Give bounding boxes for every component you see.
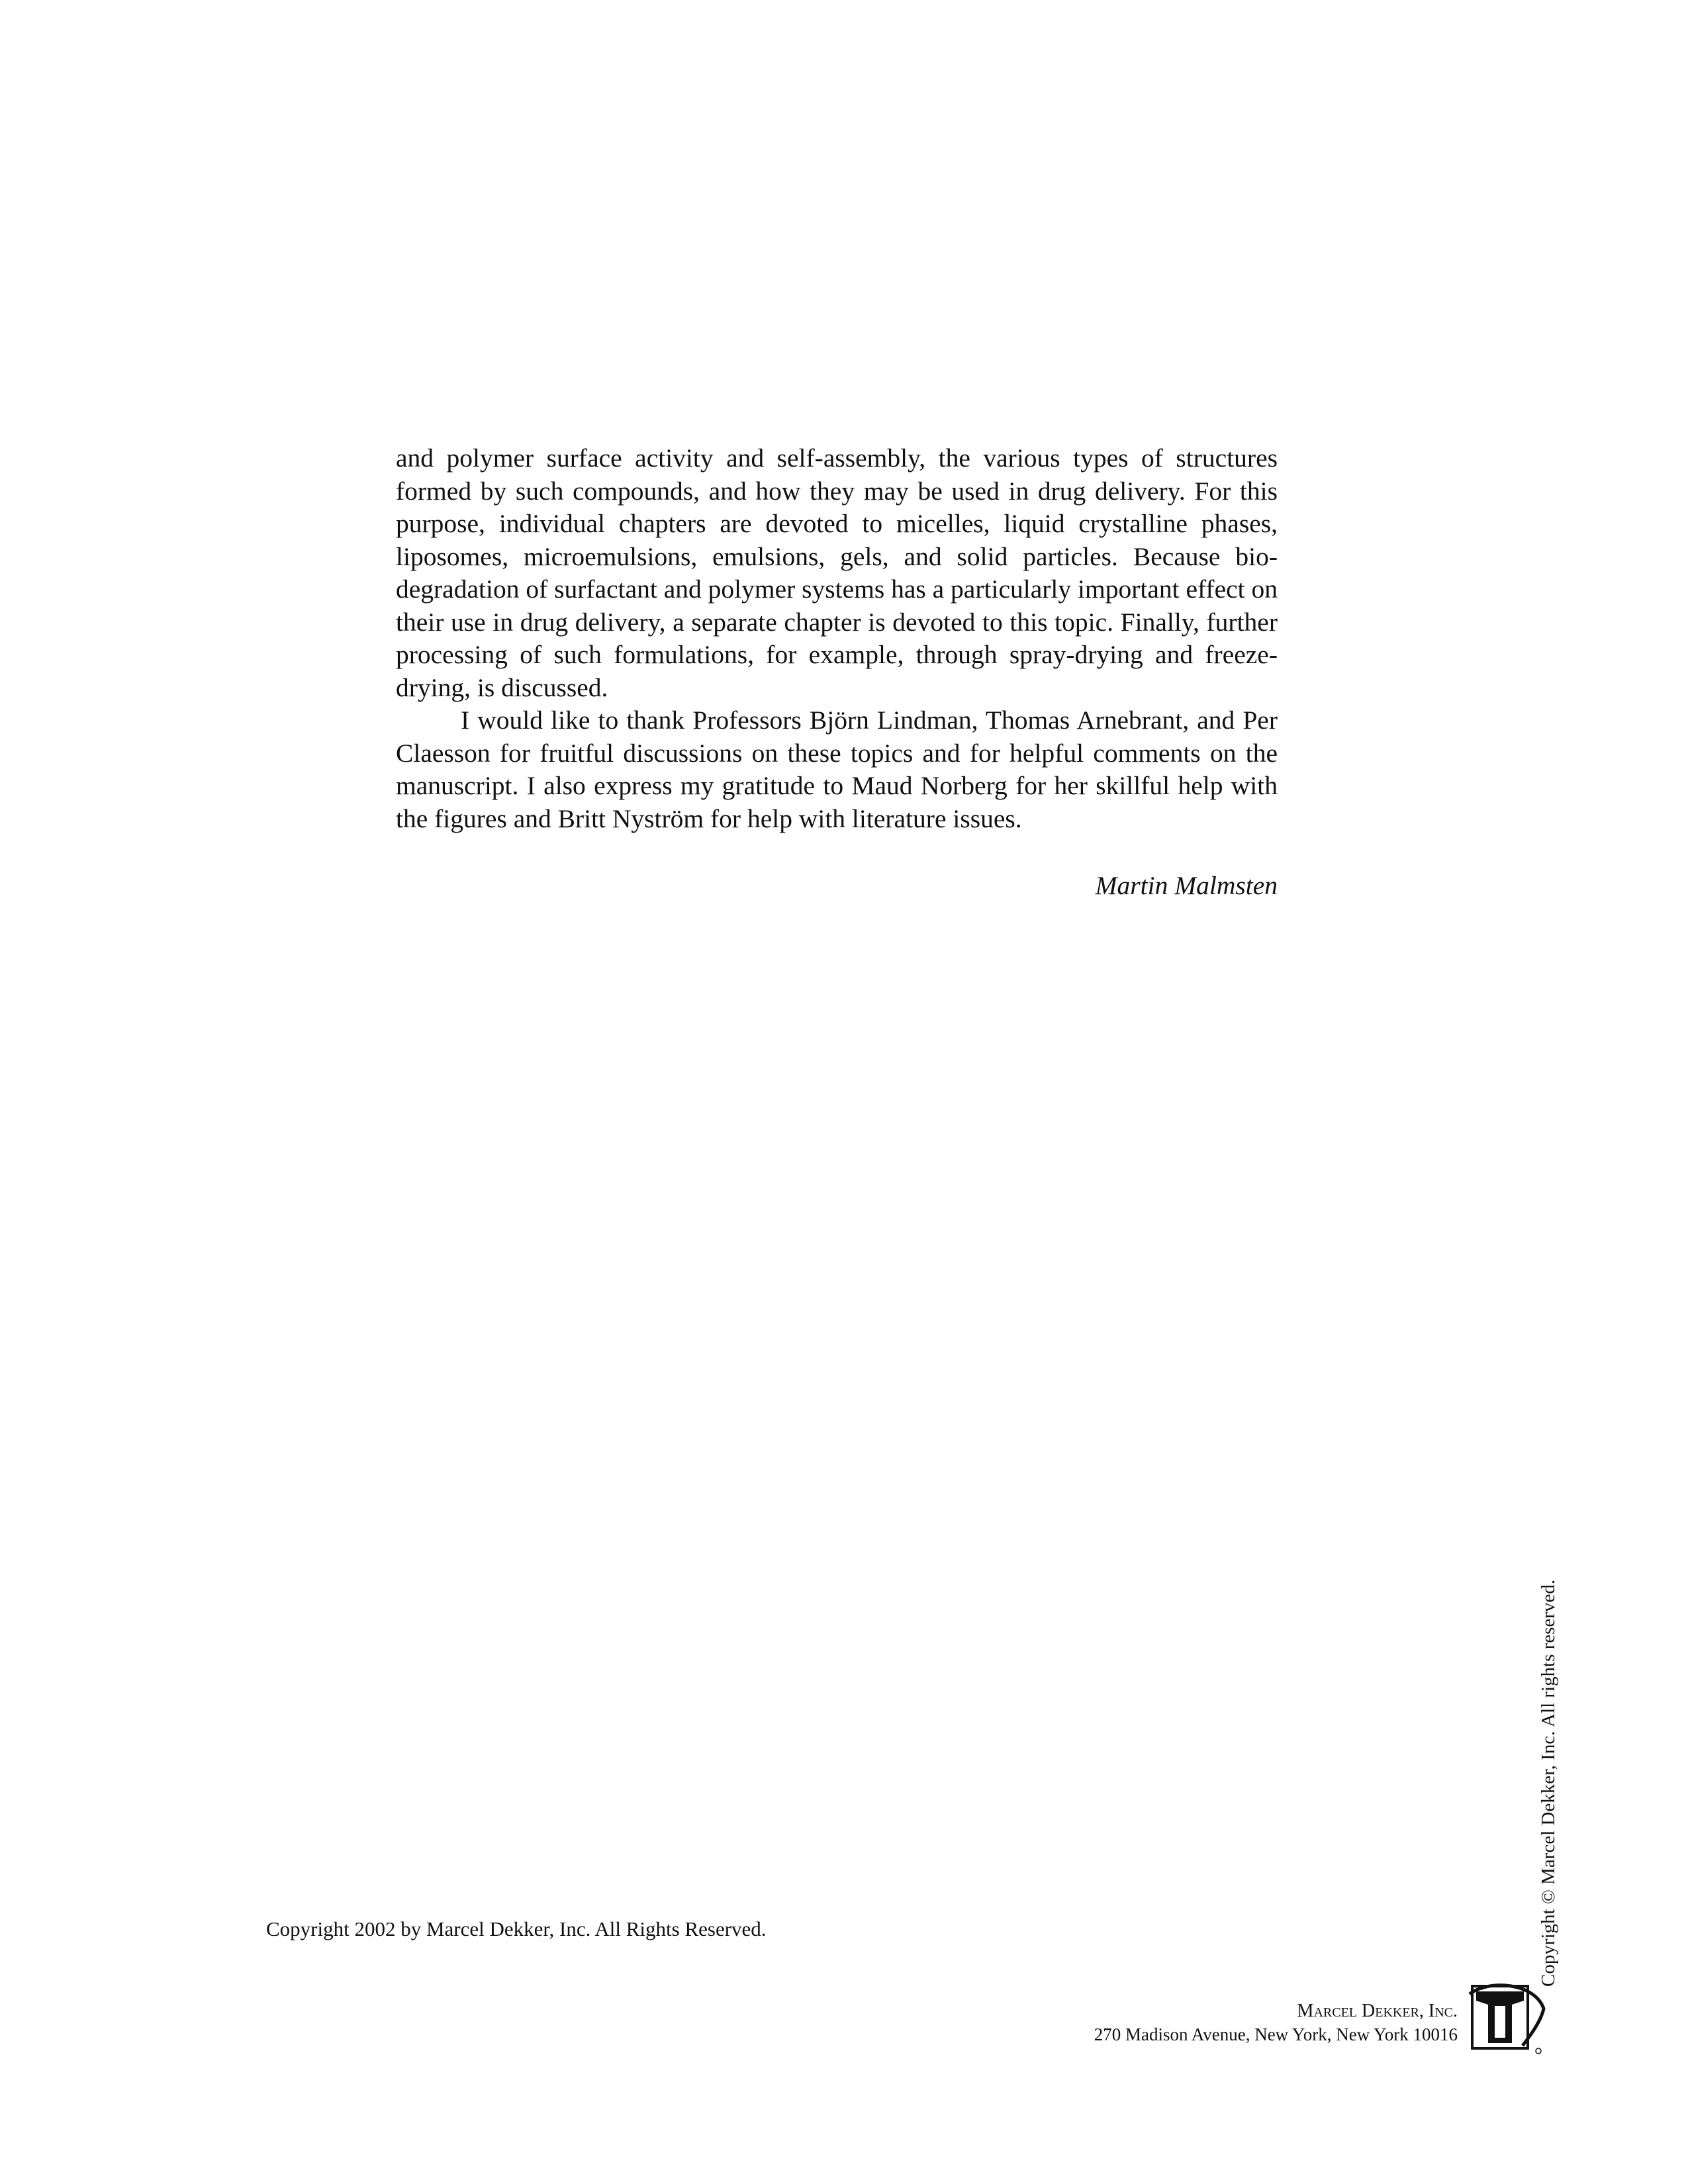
vertical-copyright-notice: Copyright © Marcel Dekker, Inc. All rights reserved.	[1538, 1579, 1559, 1987]
preface-paragraph-1: and polymer surface activity and self-assembly, the various types of structures formed by such compounds, and how they may be used in drug delivery. For this purpose, individual chapters are devoted to micelles, liquid crystalline phases, liposomes, microemulsions, emulsions, gels, and solid particles. Because bio-degradation of surfactant and polymer systems has a particularly important effect on their use in drug delivery, a separate chapter is devoted to this topic. Finally, further processing of such formulations, for example, through spray-drying and freeze-drying, is discussed.	[396, 443, 1278, 702]
footer-copyright: Copyright 2002 by Marcel Dekker, Inc. All Rights Reserved.	[266, 1917, 767, 1940]
publisher-address: 270 Madison Avenue, New York, New York 10016	[1094, 2025, 1458, 2044]
publisher-name: Marcel Dekker, Inc.	[1297, 2001, 1458, 2021]
preface-paragraph-2: I would like to thank Professors Björn Lindman, Thomas Arnebrant, and Per Claesson for fruitful discussions on these topics and for helpful comments on the manuscript. I also express my gratitude to Maud Norberg for her skillful help with the figures and Britt Nyström for help with literature issues.	[396, 705, 1278, 833]
author-signature: Martin Malmsten	[1095, 871, 1278, 900]
preface-body	[396, 442, 1278, 835]
marcel-dekker-logo-icon	[1468, 1982, 1546, 2056]
